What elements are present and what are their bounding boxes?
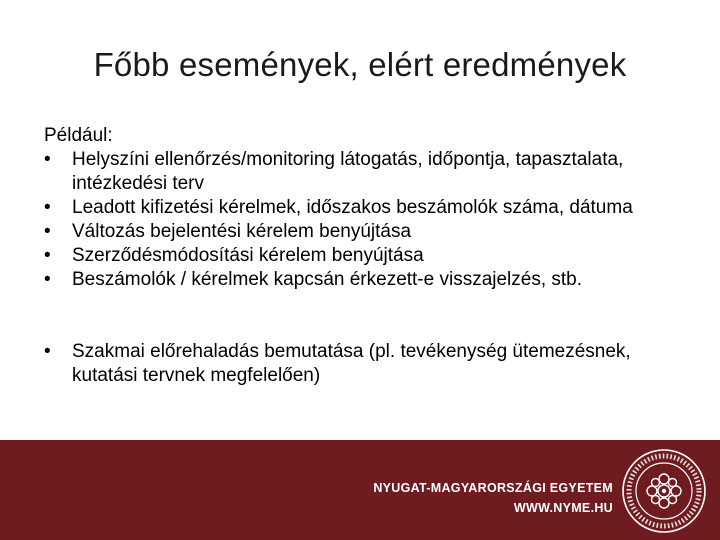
bullet-marker: • <box>44 269 51 290</box>
university-name: NYUGAT-MAGYARORSZÁGI EGYETEM <box>373 481 613 495</box>
slide-content <box>44 124 694 388</box>
university-branding <box>373 478 613 518</box>
bullet-marker: • <box>44 197 51 218</box>
list-item: • Beszámolók / kérelmek kapcsán érkezett-e visszajelzés, stb. <box>44 269 583 290</box>
list-item: • Helyszíni ellenőrzés/monitoring látogatás, időpontja, tapasztalata, intézkedési terv <box>44 149 624 194</box>
bullet-marker: • <box>44 149 51 170</box>
bullet-marker: • <box>44 341 51 362</box>
list-item: • Változás bejelentési kérelem benyújtása <box>44 221 412 242</box>
intro-text: Például: <box>44 125 113 146</box>
bullet-list-1 <box>44 148 694 292</box>
bullet-marker: • <box>44 245 51 266</box>
list-item: • Szakmai előrehaladás bemutatása (pl. tevékenység ütemezésnek, kutatási tervnek megfelelően) <box>44 341 631 386</box>
slide-title: Főbb események, elért eredmények <box>93 46 627 83</box>
university-website[interactable]: WWW.NYME.HU <box>513 501 613 515</box>
university-seal-icon <box>619 446 709 536</box>
bullet-list-2 <box>44 340 694 388</box>
list-item: • Szerződésmódosítási kérelem benyújtása <box>44 245 424 266</box>
list-item: • Leadott kifizetési kérelmek, időszakos beszámolók száma, dátuma <box>44 197 633 218</box>
bullet-marker: • <box>44 221 51 242</box>
